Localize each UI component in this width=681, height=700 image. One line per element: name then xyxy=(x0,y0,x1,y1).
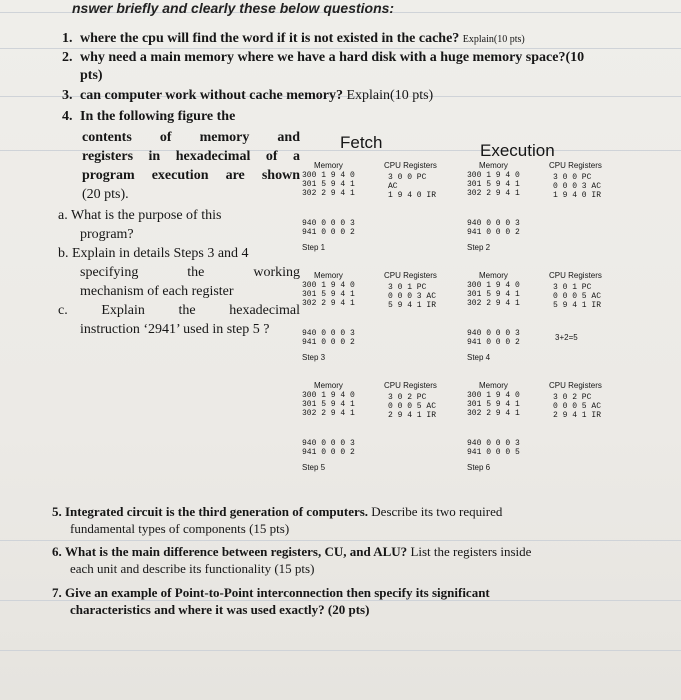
memory-word: 941 0 0 0 2 xyxy=(302,338,355,347)
memory-word: 941 0 0 0 5 xyxy=(467,448,520,457)
memory-word: 302 2 9 4 1 xyxy=(302,409,355,418)
memory-word: 301 5 9 4 1 xyxy=(302,400,355,409)
question-1: 1. where the cpu will find the word if it is not existed in the cache? Explain(10 pts) xyxy=(62,31,525,46)
memory-word: 300 1 9 4 0 xyxy=(302,391,355,400)
memory-program xyxy=(467,281,520,308)
cpu-registers-label: CPU Registers xyxy=(549,271,602,280)
memory-word: 300 1 9 4 0 xyxy=(467,281,520,290)
question-4a: a. What is the purpose of this program? xyxy=(58,208,222,242)
memory-program xyxy=(467,171,520,198)
memory-word: 941 0 0 0 2 xyxy=(467,338,520,347)
memory-data xyxy=(467,329,520,347)
register-value: 0 0 0 3 AC xyxy=(553,182,602,191)
cpu-registers-label: CPU Registers xyxy=(549,381,602,390)
question-4-body: contents of memory and registers in hexadecimal of a program execution are shown (20 pts). xyxy=(82,130,300,202)
cpu-registers-label: CPU Registers xyxy=(384,161,437,170)
register-value: 0 0 0 3 AC xyxy=(388,292,437,301)
memory-word: 301 5 9 4 1 xyxy=(302,180,355,189)
register-value: 3 0 2 PC xyxy=(388,393,427,402)
memory-word: 302 2 9 4 1 xyxy=(467,299,520,308)
memory-label: Memory xyxy=(479,161,508,170)
memory-word: 940 0 0 0 3 xyxy=(302,329,355,338)
register-value: 3 0 2 PC xyxy=(553,393,592,402)
step-panel xyxy=(465,271,625,376)
memory-word: 300 1 9 4 0 xyxy=(302,171,355,180)
register-value: 2 9 4 1 IR xyxy=(388,411,437,420)
question-6: 6. What is the main difference between registers, CU, and ALU? List the registers inside each unit and describe its functionality (15 pts) xyxy=(52,544,532,576)
cpu-registers xyxy=(388,173,436,200)
step-label: Step 1 xyxy=(302,243,326,252)
memory-label: Memory xyxy=(479,271,508,280)
memory-label: Memory xyxy=(479,381,508,390)
memory-word: 302 2 9 4 1 xyxy=(302,299,355,308)
memory-word: 300 1 9 4 0 xyxy=(302,281,355,290)
memory-word: 300 1 9 4 0 xyxy=(467,171,520,180)
memory-word: 302 2 9 4 1 xyxy=(302,189,355,198)
register-value: 3 0 0 PC xyxy=(388,173,427,182)
question-5: 5. Integrated circuit is the third generation of computers. Describe its two required fundamental types of components (15 pts) xyxy=(52,504,503,536)
question-4b: b. Explain in details Steps 3 and 4 specifying the working mechanism of each register xyxy=(58,246,300,299)
step-label: Step 2 xyxy=(467,243,491,252)
cpu-registers xyxy=(553,173,601,200)
memory-word: 941 0 0 0 2 xyxy=(302,448,355,457)
memory-word: 940 0 0 0 3 xyxy=(467,329,520,338)
register-value: 0 0 0 5 AC xyxy=(388,402,437,411)
memory-word: 940 0 0 0 3 xyxy=(302,219,355,228)
memory-data xyxy=(302,219,355,237)
memory-data xyxy=(467,439,520,457)
memory-label: Memory xyxy=(314,381,343,390)
memory-word: 302 2 9 4 1 xyxy=(467,409,520,418)
memory-word: 302 2 9 4 1 xyxy=(467,189,520,198)
register-value: 2 9 4 1 IR xyxy=(553,411,602,420)
cpu-registers xyxy=(388,283,436,310)
memory-word: 301 5 9 4 1 xyxy=(467,400,520,409)
memory-data xyxy=(467,219,520,237)
memory-label: Memory xyxy=(314,271,343,280)
cpu-registers xyxy=(388,393,436,420)
step-panel xyxy=(300,161,460,266)
memory-word: 300 1 9 4 0 xyxy=(467,391,520,400)
register-value: 3 0 1 PC xyxy=(553,283,592,292)
memory-label: Memory xyxy=(314,161,343,170)
register-value: 5 9 4 1 IR xyxy=(553,301,602,310)
step-panel xyxy=(300,381,460,486)
alu-note: 3+2=5 xyxy=(555,333,578,342)
memory-program xyxy=(302,281,355,308)
cpu-registers xyxy=(553,283,601,310)
fetch-execution-figure xyxy=(300,133,630,483)
execution-title: Execution xyxy=(480,141,555,160)
step-label: Step 3 xyxy=(302,353,326,362)
cpu-registers-label: CPU Registers xyxy=(384,381,437,390)
register-value: AC xyxy=(388,182,398,191)
memory-word: 301 5 9 4 1 xyxy=(467,290,520,299)
question-4: 4. In the following figure the xyxy=(62,109,236,124)
register-value: 0 0 0 5 AC xyxy=(553,292,602,301)
memory-word: 941 0 0 0 2 xyxy=(302,228,355,237)
question-4c: c. Explain the hexadecimal instruction ‘2941’ used in step 5 ? xyxy=(58,303,300,337)
memory-program xyxy=(302,171,355,198)
memory-word: 940 0 0 0 3 xyxy=(467,219,520,228)
memory-word: 940 0 0 0 3 xyxy=(467,439,520,448)
memory-word: 301 5 9 4 1 xyxy=(467,180,520,189)
register-value: 5 9 4 1 IR xyxy=(388,301,437,310)
memory-program xyxy=(467,391,520,418)
cpu-registers xyxy=(553,393,601,420)
step-panel xyxy=(465,161,625,266)
fetch-title: Fetch xyxy=(340,133,383,152)
instructions-header: nswer briefly and clearly these below questions: xyxy=(72,0,395,16)
memory-data xyxy=(302,439,355,457)
register-value: 3 0 0 PC xyxy=(553,173,592,182)
question-3: 3. can computer work without cache memory? Explain(10 pts) xyxy=(62,88,434,103)
memory-word: 940 0 0 0 3 xyxy=(302,439,355,448)
cpu-registers-label: CPU Registers xyxy=(384,271,437,280)
memory-word: 941 0 0 0 2 xyxy=(467,228,520,237)
question-7: 7. Give an example of Point-to-Point interconnection then specify its significant characteristics and where it was used exactly? (20 pts) xyxy=(52,585,490,617)
memory-word: 301 5 9 4 1 xyxy=(302,290,355,299)
question-2-continued: pts) xyxy=(80,68,103,83)
register-value: 1 9 4 0 IR xyxy=(553,191,602,200)
question-2: 2. why need a main memory where we have a hard disk with a huge memory space?(10 xyxy=(62,50,585,65)
step-panel xyxy=(300,271,460,376)
cpu-registers-label: CPU Registers xyxy=(549,161,602,170)
register-value: 3 0 1 PC xyxy=(388,283,427,292)
step-label: Step 5 xyxy=(302,463,326,472)
step-label: Step 4 xyxy=(467,353,491,362)
memory-program xyxy=(302,391,355,418)
step-label: Step 6 xyxy=(467,463,491,472)
register-value: 1 9 4 0 IR xyxy=(388,191,437,200)
step-panel xyxy=(465,381,625,486)
register-value: 0 0 0 5 AC xyxy=(553,402,602,411)
memory-data xyxy=(302,329,355,347)
